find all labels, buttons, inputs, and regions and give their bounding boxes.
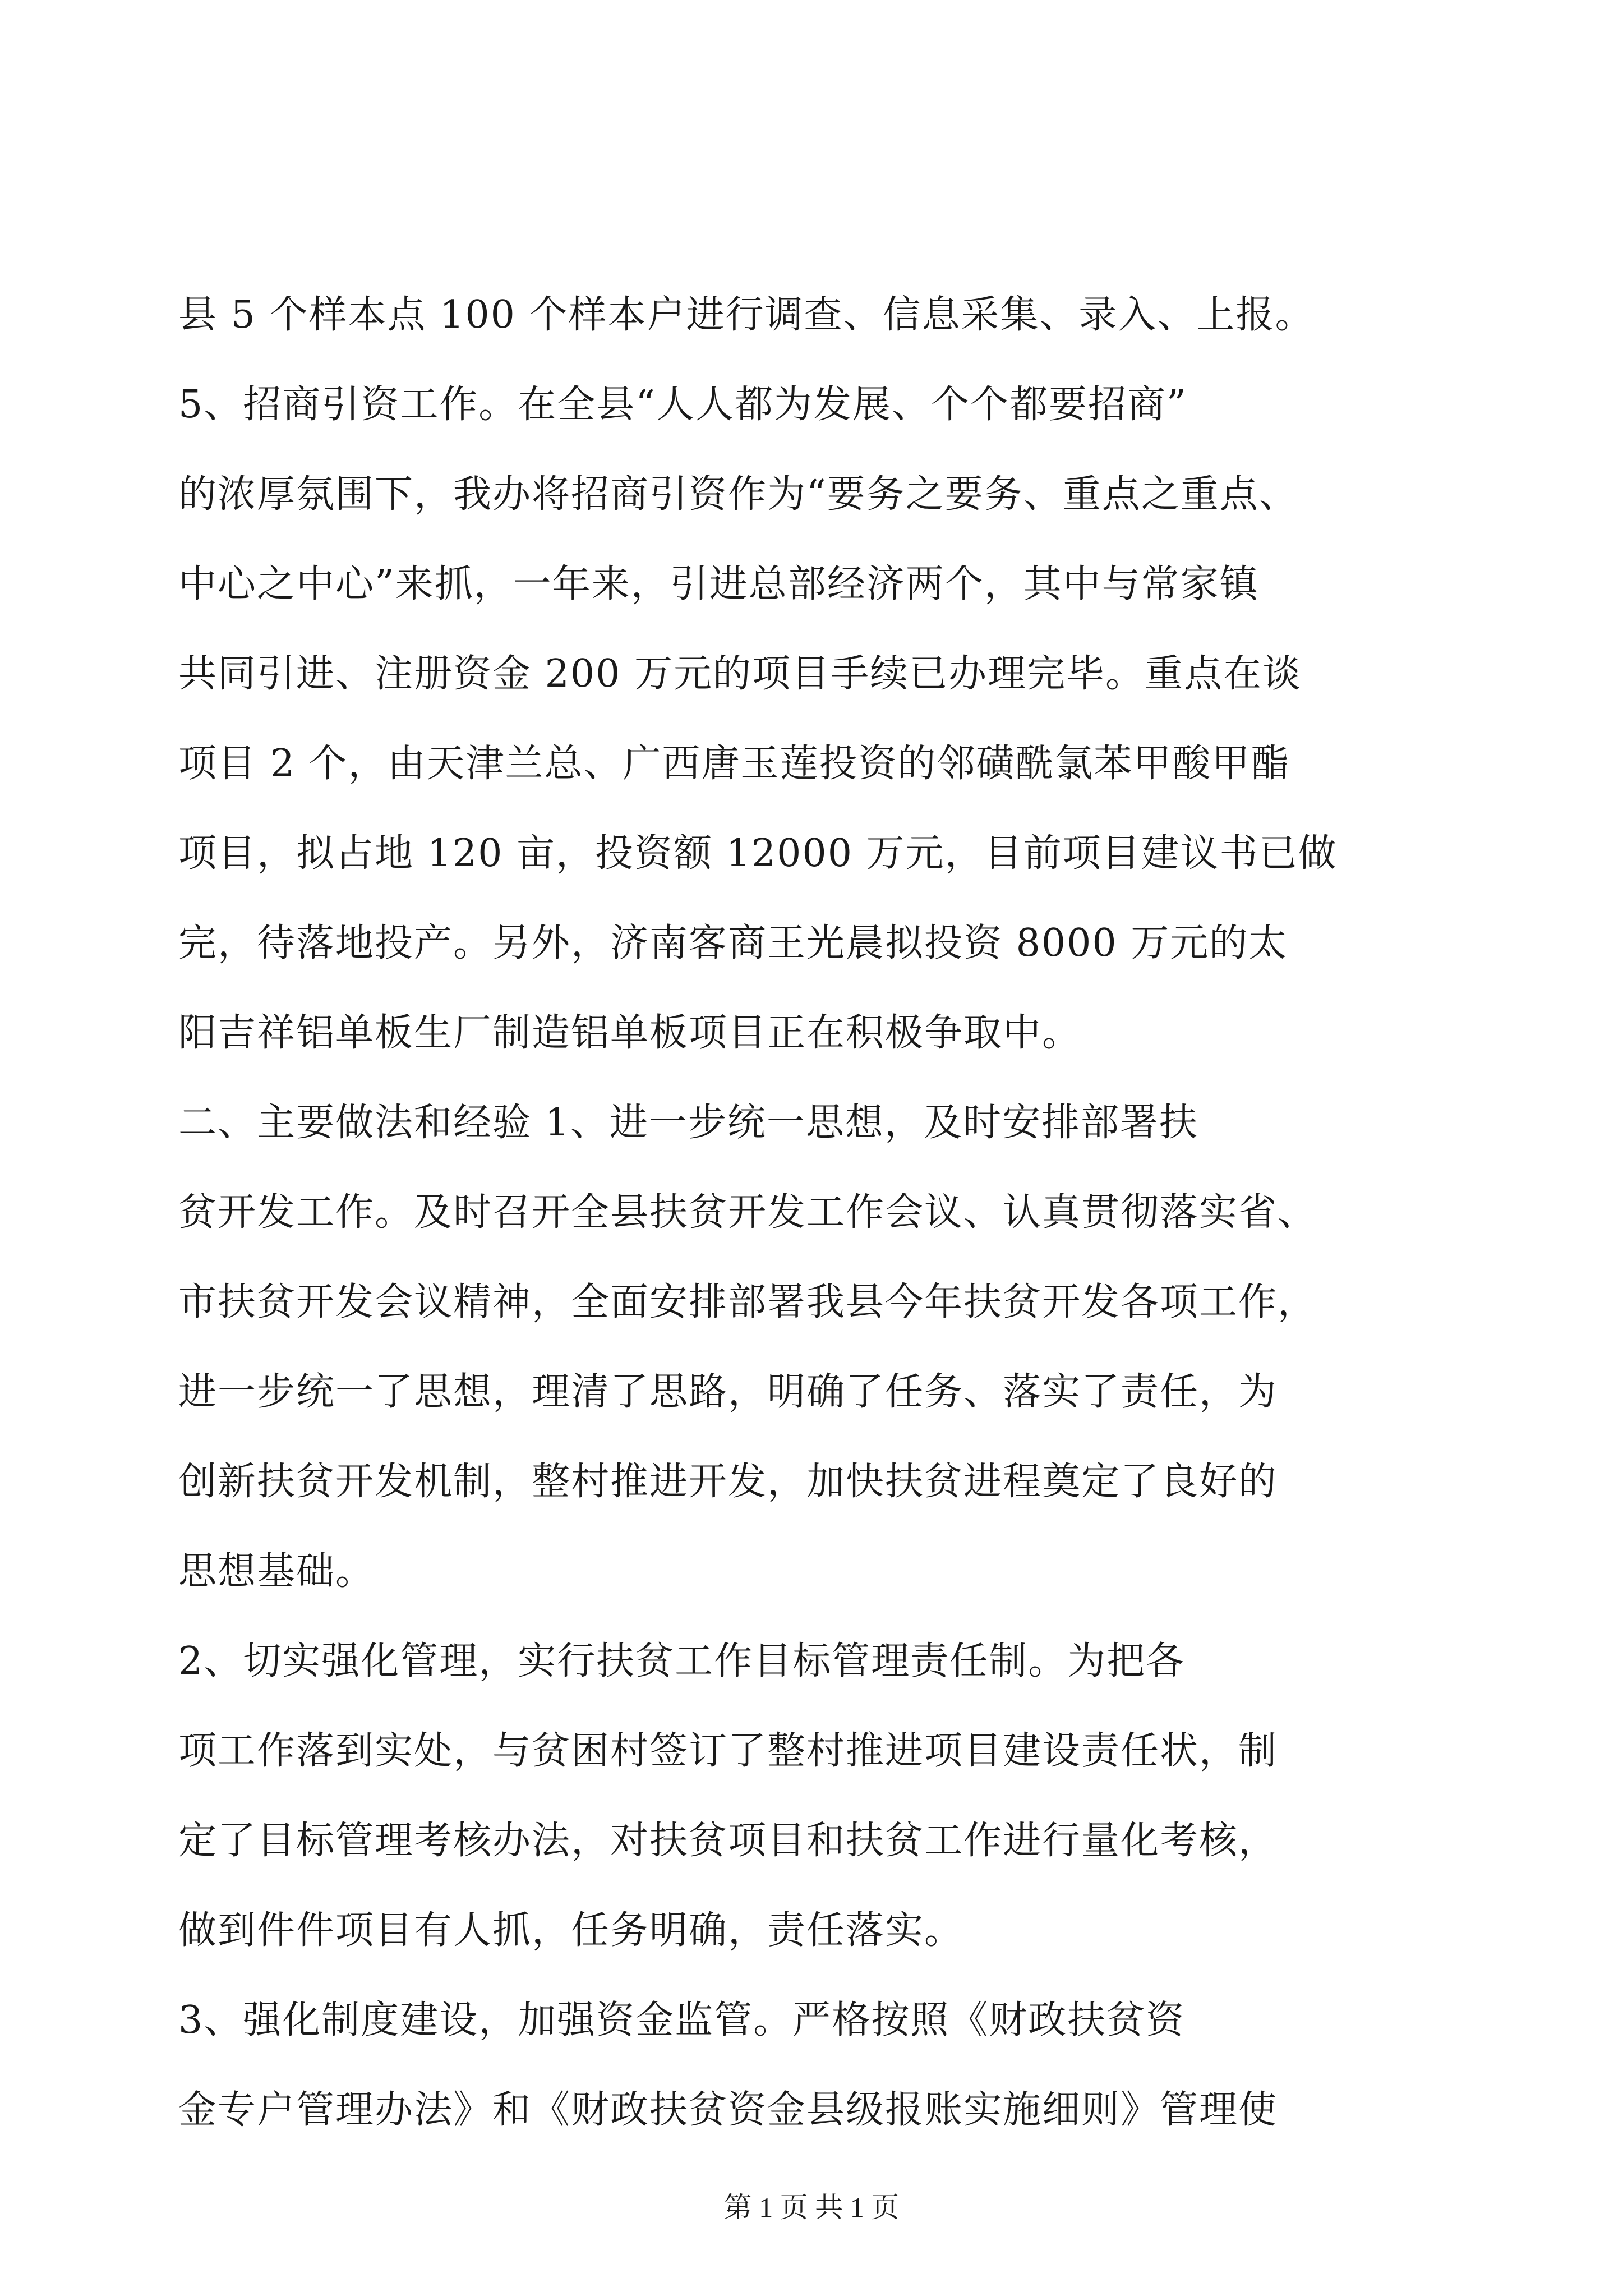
text-line: 金专户管理办法》和《财政扶贫资金县级报账实施细则》管理使 — [178, 2088, 1278, 2132]
text-line: 项目，拟占地 120 亩，投资额 12000 万元，目前项目建议书已做 — [178, 831, 1338, 876]
text-line: 贫开发工作。及时召开全县扶贫开发工作会议、认真贯彻落实省、 — [178, 1190, 1317, 1235]
text-line: 项工作落到实处，与贫困村签订了整村推进项目建设责任状，制 — [178, 1729, 1278, 1773]
text-line: 二、主要做法和经验 1、进一步统一思想，及时安排部署扶 — [178, 1101, 1198, 1145]
text-line: 中心之中心”来抓，一年来，引进总部经济两个，其中与常家镇 — [178, 562, 1259, 606]
text-line: 完，待落地投产。另外，济南客商王光晨拟投资 8000 万元的太 — [178, 921, 1288, 965]
text-line: 县 5 个样本点 100 个样本户进行调查、信息采集、录入、上报。 — [178, 293, 1315, 337]
text-line: 3、强化制度建设，加强资金监管。严格按照《财政扶贫资 — [178, 1998, 1186, 2042]
text-line: 做到件件项目有人抓，任务明确，责任落实。 — [178, 1908, 964, 1953]
text-line: 阳吉祥铝单板生厂制造铝单板项目正在积极争取中。 — [178, 1011, 1082, 1055]
page-footer: 第 1 页 共 1 页 — [723, 2192, 900, 2223]
text-line: 进一步统一了思想，理清了思路，明确了任务、落实了责任，为 — [178, 1370, 1278, 1414]
text-line: 5、招商引资工作。在全县“人人都为发展、个个都要招商” — [178, 383, 1187, 427]
text-line: 的浓厚氛围下，我办将招商引资作为“要务之要务、重点之重点、 — [178, 472, 1298, 517]
text-line: 定了目标管理考核办法，对扶贫项目和扶贫工作进行量化考核， — [178, 1819, 1278, 1863]
text-line: 共同引进、注册资金 200 万元的项目手续已办理完毕。重点在谈 — [178, 652, 1302, 696]
text-line: 2、切实强化管理，实行扶贫工作目标管理责任制。为把各 — [178, 1639, 1186, 1683]
text-line: 创新扶贫开发机制，整村推进开发，加快扶贫进程奠定了良好的 — [178, 1460, 1278, 1504]
text-line: 项目 2 个，由天津兰总、广西唐玉莲投资的邻磺酰氯苯甲酸甲酯 — [178, 742, 1290, 786]
text-line: 思想基础。 — [178, 1549, 375, 1594]
text-line: 市扶贫开发会议精神，全面安排部署我县今年扶贫开发各项工作， — [178, 1280, 1317, 1324]
